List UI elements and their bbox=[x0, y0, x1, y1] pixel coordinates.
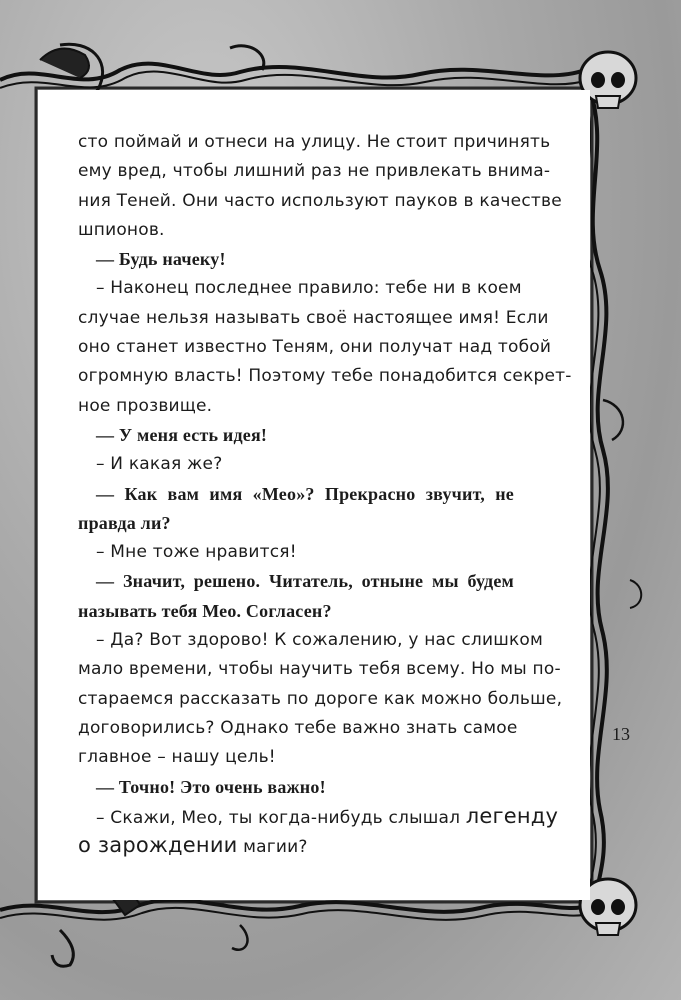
line-text: огромную власть! Поэтому тебе понадобится секрет- bbox=[78, 366, 572, 387]
text-line bbox=[78, 392, 514, 421]
text-line bbox=[78, 567, 514, 596]
text-line bbox=[78, 802, 559, 831]
line-text: – И какая же? bbox=[96, 454, 223, 475]
text-line bbox=[78, 128, 551, 157]
text-line bbox=[78, 157, 551, 186]
text-line bbox=[78, 274, 522, 303]
line-text: — Значит, решено. Читатель, отныне мы будем bbox=[96, 571, 514, 592]
line-text: магии? bbox=[237, 837, 308, 858]
text-line bbox=[78, 421, 514, 450]
text-line bbox=[78, 773, 514, 802]
line-text: – Наконец последнее правило: тебе ни в коем bbox=[96, 278, 522, 299]
text-line bbox=[78, 831, 514, 860]
line-text: ное прозвище. bbox=[78, 395, 213, 416]
page-number: 13 bbox=[612, 724, 630, 744]
line-text: – Да? Вот здорово! К сожалению, у нас слишком bbox=[96, 630, 544, 651]
text-line bbox=[78, 743, 514, 772]
text-line bbox=[78, 626, 544, 655]
line-text: стараемся рассказать по дороге как можно больше, bbox=[78, 688, 563, 709]
text-line bbox=[78, 597, 514, 626]
line-text: договорились? Однако тебе важно знать самое bbox=[78, 717, 518, 738]
line-text: — Точно! Это очень важно! bbox=[96, 776, 326, 797]
line-text: ему вред, чтобы лишний раз не привлекать внима- bbox=[78, 161, 551, 182]
text-line bbox=[78, 714, 518, 743]
line-text: – Мне тоже нравится! bbox=[96, 542, 297, 563]
text-line bbox=[78, 362, 572, 391]
line-text: правда ли? bbox=[78, 512, 171, 533]
page-body-text bbox=[78, 128, 572, 860]
emphasized-word: о зарождении bbox=[78, 833, 238, 858]
text-line bbox=[78, 509, 514, 538]
line-text: – Скажи, Мео, ты когда-нибудь слышал bbox=[96, 807, 466, 828]
line-text: ния Теней. Они часто используют пауков в качестве bbox=[78, 190, 562, 211]
line-text: сто поймай и отнеси на улицу. Не стоит причинять bbox=[78, 132, 551, 152]
line-text: главное – нашу цель! bbox=[78, 747, 276, 768]
text-line bbox=[78, 187, 562, 216]
text-line bbox=[78, 655, 561, 684]
line-text: — Как вам имя «Мео»? Прекрасно звучит, не bbox=[96, 483, 514, 504]
line-text: — Будь начеку! bbox=[96, 249, 226, 270]
line-text: мало времени, чтобы научить тебя всему. Но мы по- bbox=[78, 659, 561, 680]
line-text: случае нельзя называть своё настоящее имя! Если bbox=[78, 307, 549, 328]
text-line bbox=[78, 304, 549, 333]
line-text: шпионов. bbox=[78, 219, 165, 240]
text-line bbox=[78, 480, 514, 509]
line-text: называть тебя Мео. Согласен? bbox=[78, 600, 332, 621]
text-line bbox=[78, 216, 514, 245]
text-line bbox=[78, 245, 514, 274]
text-line bbox=[78, 538, 514, 567]
emphasized-word: легенду bbox=[465, 803, 559, 828]
text-line bbox=[78, 333, 552, 362]
text-line bbox=[78, 450, 514, 479]
text-line bbox=[78, 685, 563, 714]
line-text: оно станет известно Теням, они получат над тобой bbox=[78, 337, 552, 358]
line-text: — У меня есть идея! bbox=[96, 424, 268, 445]
